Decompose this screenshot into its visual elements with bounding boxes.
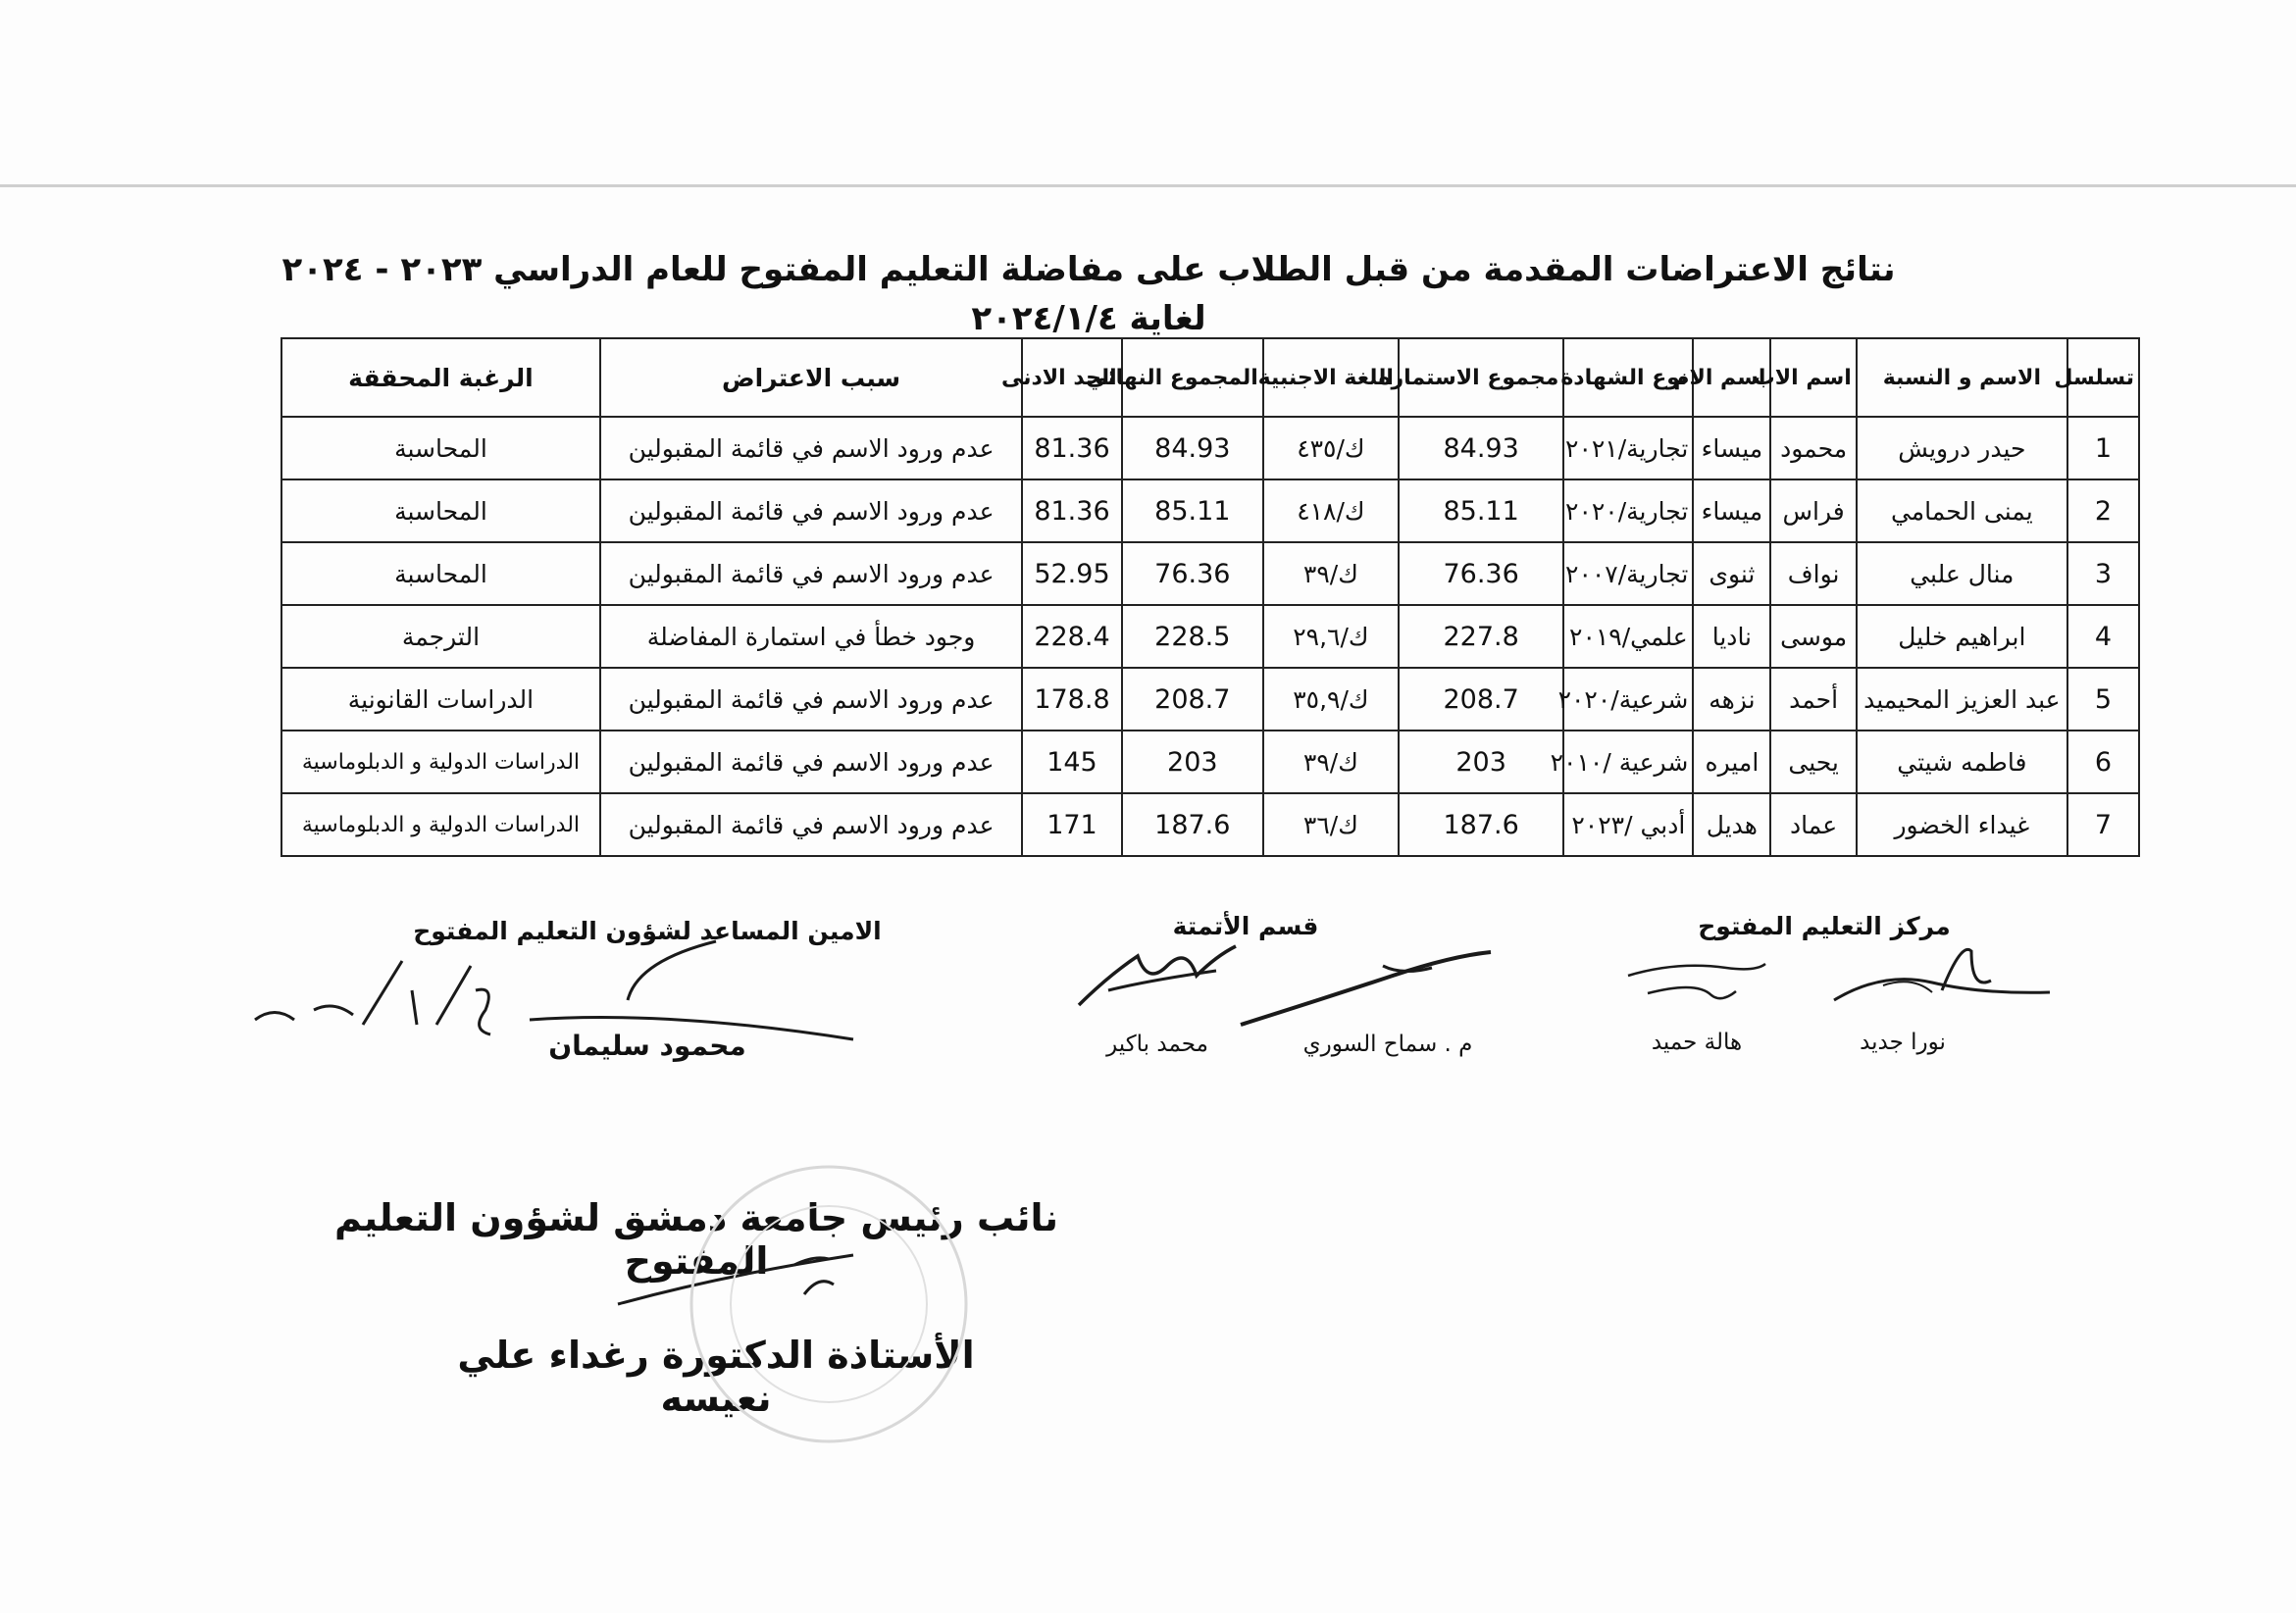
cell-form-total: 187.6	[1399, 793, 1563, 856]
header-serial: تسلسل	[2067, 338, 2139, 417]
cell-objection-reason: عدم ورود الاسم في قائمة المقبولين	[600, 417, 1022, 479]
cell-father-name: يحيى	[1770, 731, 1856, 793]
signatory-name: م . سماح السوري	[1302, 1032, 1473, 1057]
table-row	[281, 668, 2139, 731]
cell-foreign-language: ك/٣٦	[1263, 793, 1399, 856]
cell-certificate-type: شرعية /٢٠١٠	[1563, 731, 1693, 793]
cell-serial: 3	[2067, 542, 2139, 605]
signatory-name: محمد باكير	[1106, 1032, 1208, 1057]
cell-certificate-type: علمي/٢٠١٩	[1563, 605, 1693, 668]
header-achieved-preference: الرغبة المحققة	[281, 338, 600, 417]
cell-form-total: 227.8	[1399, 605, 1563, 668]
cell-mother-name: ثنوى	[1693, 542, 1770, 605]
header-final-total: المجموع النهائي	[1122, 338, 1263, 417]
cell-father-name: نواف	[1770, 542, 1856, 605]
assistant-secretary-name: محمود سليمان	[548, 1030, 746, 1062]
header-certificate-type: نوع الشهادة	[1563, 338, 1693, 417]
cell-minimum: 145	[1022, 731, 1122, 793]
cell-name: حيدر درويش	[1857, 417, 2067, 479]
signature-hala-ink	[1618, 956, 1795, 1015]
cell-final-total: 85.11	[1122, 479, 1263, 542]
vice-president-name: الأستاذة الدكتورة رغداء علي نعيسه	[457, 1334, 975, 1420]
cell-mother-name: ميساء	[1693, 479, 1770, 542]
faint-seal-stamp	[677, 1147, 981, 1461]
header-father-name: اسم الاب	[1770, 338, 1856, 417]
table-row	[281, 417, 2139, 479]
cell-objection-reason: وجود خطأ في استمارة المفاضلة	[600, 605, 1022, 668]
cell-form-total: 203	[1399, 731, 1563, 793]
cell-mother-name: ميساء	[1693, 417, 1770, 479]
cell-certificate-type: تجارية/٢٠٠٧	[1563, 542, 1693, 605]
cell-foreign-language: ك/٢٩,٦	[1263, 605, 1399, 668]
cell-achieved-preference: المحاسبة	[281, 542, 600, 605]
cell-achieved-preference: الدراسات القانونية	[281, 668, 600, 731]
cell-minimum: 171	[1022, 793, 1122, 856]
cell-mother-name: هديل	[1693, 793, 1770, 856]
cell-objection-reason: عدم ورود الاسم في قائمة المقبولين	[600, 793, 1022, 856]
signatory-name: هالة حميد	[1651, 1030, 1743, 1055]
cell-form-total: 208.7	[1399, 668, 1563, 731]
cell-achieved-preference: الدراسات الدولية و الدبلوماسية	[281, 731, 600, 793]
header-form-total: مجموع الاستماره	[1399, 338, 1563, 417]
cell-foreign-language: ك/٣٥,٩	[1263, 668, 1399, 731]
automation-title: قسم الأتمتة	[1172, 912, 1319, 940]
cell-achieved-preference: الدراسات الدولية و الدبلوماسية	[281, 793, 600, 856]
cell-final-total: 208.7	[1122, 668, 1263, 731]
cell-minimum: 81.36	[1022, 417, 1122, 479]
table-row	[281, 731, 2139, 793]
table-header-row	[281, 338, 2139, 417]
cell-serial: 2	[2067, 479, 2139, 542]
cell-final-total: 84.93	[1122, 417, 1263, 479]
cell-minimum: 81.36	[1022, 479, 1122, 542]
objections-results-table	[281, 337, 2140, 857]
signature-mahmoud-ink	[520, 932, 863, 1049]
header-mother-name: اسم الام	[1693, 338, 1770, 417]
cell-achieved-preference: المحاسبة	[281, 417, 600, 479]
cell-father-name: محمود	[1770, 417, 1856, 479]
cell-name: ابراهيم خليل	[1857, 605, 2067, 668]
cell-minimum: 228.4	[1022, 605, 1122, 668]
cell-mother-name: اميره	[1693, 731, 1770, 793]
cell-serial: 1	[2067, 417, 2139, 479]
cell-certificate-type: تجارية/٢٠٢٠	[1563, 479, 1693, 542]
cell-foreign-language: ك/٤١٨	[1263, 479, 1399, 542]
cell-final-total: 187.6	[1122, 793, 1263, 856]
cell-minimum: 178.8	[1022, 668, 1122, 731]
cell-serial: 4	[2067, 605, 2139, 668]
cell-foreign-language: ك/٣٩	[1263, 542, 1399, 605]
table-row	[281, 542, 2139, 605]
cell-name: عبد العزيز المحيميد	[1857, 668, 2067, 731]
assistant-secretary-title: الامين المساعد لشؤون التعليم المفتوح	[413, 917, 882, 945]
cell-name: يمنى الحمامي	[1857, 479, 2067, 542]
signature-samah-ink	[1236, 946, 1501, 1034]
cell-minimum: 52.95	[1022, 542, 1122, 605]
cell-objection-reason: عدم ورود الاسم في قائمة المقبولين	[600, 479, 1022, 542]
cell-father-name: أحمد	[1770, 668, 1856, 731]
table-row	[281, 605, 2139, 668]
document-title: نتائج الاعتراضات المقدمة من قبل الطلاب على مفاضلة التعليم المفتوح للعام الدراسي ٢٠٢٣ - ٢٠٢٤ لغاية ٢٠٢٤/١/٤	[281, 250, 1896, 338]
cell-name: فاطمه شيتي	[1857, 731, 2067, 793]
cell-serial: 5	[2067, 668, 2139, 731]
cell-name: منال علبي	[1857, 542, 2067, 605]
cell-form-total: 84.93	[1399, 417, 1563, 479]
cell-foreign-language: ك/٤٣٥	[1263, 417, 1399, 479]
table-row	[281, 793, 2139, 856]
cell-achieved-preference: المحاسبة	[281, 479, 600, 542]
cell-objection-reason: عدم ورود الاسم في قائمة المقبولين	[600, 542, 1022, 605]
signature-mohammad-ink	[1069, 936, 1246, 1015]
cell-certificate-type: تجارية/٢٠٢١	[1563, 417, 1693, 479]
header-minimum: الحد الادنى	[1022, 338, 1122, 417]
header-objection-reason: سبب الاعتراض	[600, 338, 1022, 417]
cell-mother-name: ناديا	[1693, 605, 1770, 668]
cell-final-total: 76.36	[1122, 542, 1263, 605]
cell-mother-name: نزهه	[1693, 668, 1770, 731]
header-name: الاسم و النسبة	[1857, 338, 2067, 417]
cell-name: غيداء الخضور	[1857, 793, 2067, 856]
cell-final-total: 228.5	[1122, 605, 1263, 668]
cell-foreign-language: ك/٣٩	[1263, 731, 1399, 793]
cell-certificate-type: شرعية/٢٠٢٠	[1563, 668, 1693, 731]
cell-father-name: فراس	[1770, 479, 1856, 542]
signatory-name: نورا جديد	[1860, 1030, 1946, 1055]
cell-father-name: موسى	[1770, 605, 1856, 668]
cell-objection-reason: عدم ورود الاسم في قائمة المقبولين	[600, 668, 1022, 731]
cell-serial: 6	[2067, 731, 2139, 793]
table-row	[281, 479, 2139, 542]
cell-form-total: 85.11	[1399, 479, 1563, 542]
center-title: مركز التعليم المفتوح	[1698, 912, 1951, 940]
header-foreign-language: اللغة الاجنبية	[1263, 338, 1399, 417]
cell-father-name: عماد	[1770, 793, 1856, 856]
cell-achieved-preference: الترجمة	[281, 605, 600, 668]
handwritten-date-ink	[245, 951, 500, 1039]
cell-form-total: 76.36	[1399, 542, 1563, 605]
vice-president-title: نائب رئيس جامعة دمشق لشؤون التعليم المفتوح	[333, 1196, 1059, 1283]
cell-objection-reason: عدم ورود الاسم في قائمة المقبولين	[600, 731, 1022, 793]
signature-nora-ink	[1824, 932, 2060, 1020]
top-divider	[0, 184, 2296, 187]
cell-final-total: 203	[1122, 731, 1263, 793]
cell-serial: 7	[2067, 793, 2139, 856]
cell-certificate-type: أدبي /٢٠٢٣	[1563, 793, 1693, 856]
